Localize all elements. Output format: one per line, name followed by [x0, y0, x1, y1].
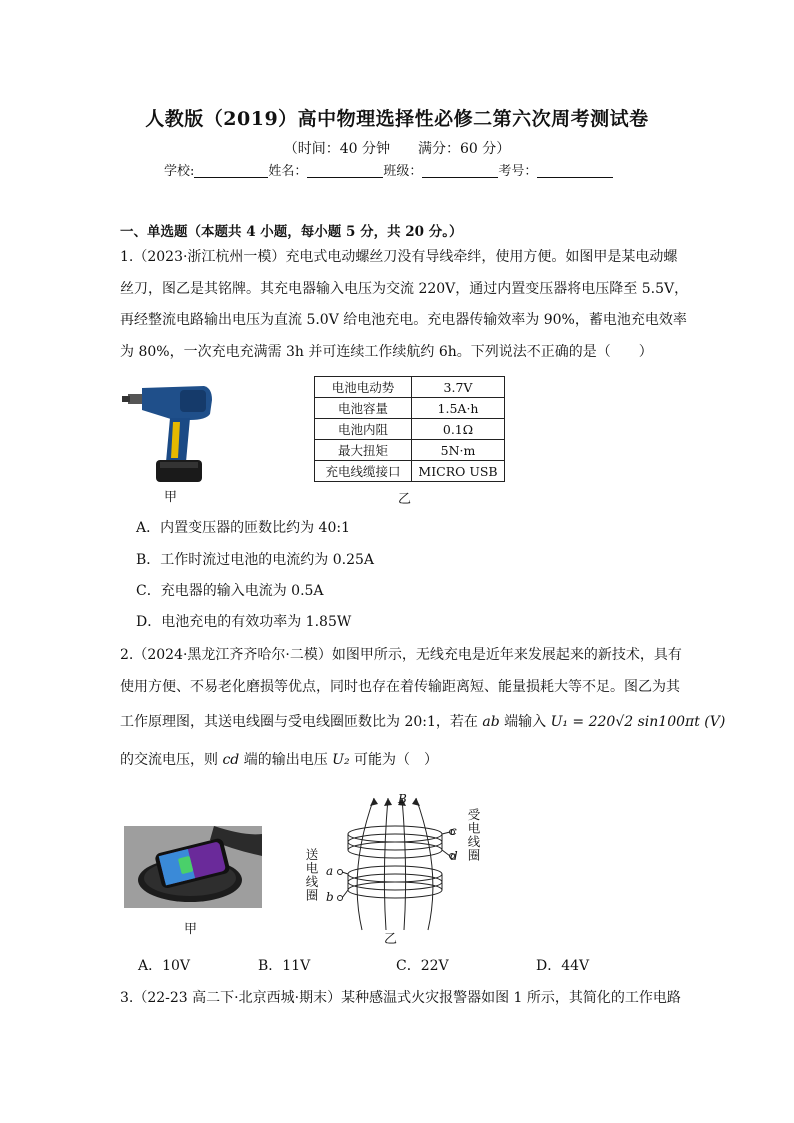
magnetic-field-label: B: [398, 792, 407, 806]
q1-option-d[interactable]: D．电池充电的有效功率为 1.85W: [136, 614, 352, 630]
table-row: [315, 461, 505, 482]
charger-photo: [124, 826, 262, 908]
terminal-b-label: b: [326, 890, 334, 904]
question-1-line: 1.（2023·浙江杭州一模）充电式电动螺丝刀没有导线牵绊，使用方便。如图甲是某电动螺: [120, 249, 678, 265]
question-2-text: [120, 640, 726, 779]
table-row: [315, 377, 505, 398]
q2-option-d[interactable]: D．44V: [536, 958, 590, 974]
class-label: 班级：: [383, 164, 423, 179]
q2-option-c[interactable]: C．22V: [396, 958, 449, 974]
q1-option-a[interactable]: A．内置变压器的匝数比约为 40:1: [136, 520, 350, 536]
question-3-line: 3.（22-23 高二下·北京西城·期末）某种感温式火灾报警器如图 1 所示，其简化的工作电路: [120, 990, 681, 1006]
question-1-text: [120, 242, 689, 368]
question-1-line: 为 80%，一次充电充满需 3h 并可连续工作续航约 6h。下列说法不正确的是（ ）: [120, 343, 653, 360]
question-2-text-part: 工作原理图，其送电线圈与受电线圈匝数比为 20:1，若在: [120, 714, 483, 730]
figure-caption-yi: 乙: [398, 492, 412, 507]
table-row: [315, 398, 505, 419]
question-2-text-part: 端输入: [499, 714, 551, 730]
name-label: 姓名：: [268, 164, 308, 179]
wireless-charger-image: [124, 826, 262, 908]
nameplate-table: [314, 376, 505, 482]
figure-caption-yi-2: 乙: [384, 932, 398, 947]
q1-option-b[interactable]: B．工作时流过电池的电流约为 0.25A: [136, 552, 375, 568]
question-2-text-part: 的交流电压，则: [120, 752, 223, 768]
terminal-ab: ab: [482, 714, 500, 730]
table-cell: 5N·m: [412, 440, 505, 461]
figure-caption-jia: 甲: [164, 490, 178, 505]
table-row: [315, 419, 505, 440]
question-2-text-part: 可能为（ ）: [349, 752, 439, 768]
figure-caption-jia-2: 甲: [184, 922, 198, 937]
section-heading: 一、单选题（本题共 4 小题，每小题 5 分，共 20 分。）: [120, 224, 463, 240]
receiving-coil-label: 受电线圈: [466, 808, 481, 862]
number-label: 考号：: [498, 164, 538, 179]
q1-option-c[interactable]: C．充电器的输入电流为 0.5A: [136, 583, 324, 599]
terminal-c-label: c: [450, 824, 457, 838]
sending-coil-label: 送电线圈: [304, 848, 319, 902]
school-blank: [194, 163, 268, 178]
question-2-line: 使用方便、不易老化磨损等优点，同时也存在着传输距离短、能量损耗大等不足。图乙为其: [120, 678, 680, 695]
question-2-text-part: 端的输出电压: [239, 752, 333, 768]
number-blank: [537, 163, 613, 178]
table-cell: 0.1Ω: [412, 419, 505, 440]
terminal-d-label: d: [450, 849, 458, 863]
table-cell: MICRO USB: [412, 461, 505, 482]
table-cell: 充电线缆接口: [315, 461, 412, 482]
q2-option-a[interactable]: A．10V: [138, 958, 191, 974]
table-cell: 电池容量: [315, 398, 412, 419]
question-2-line: [120, 703, 726, 741]
question-3-text: [120, 983, 680, 1015]
exam-time-score: （时间：40 分钟 满分：60 分）: [283, 141, 511, 157]
question-2-line: [120, 741, 680, 779]
student-info-row: [164, 160, 613, 179]
terminal-a-label: a: [326, 864, 334, 878]
table-cell: 1.5A·h: [412, 398, 505, 419]
question-1-line: 再经整流电路输出电压为直流 5.0V 给电池充电。充电器传输效率为 90%，蓄电池充电效率: [120, 312, 687, 328]
table-row: [315, 440, 505, 461]
class-blank: [422, 163, 498, 178]
table-cell: 最大扭矩: [315, 440, 412, 461]
terminal-cd: cd: [222, 752, 240, 768]
drill-image: [120, 380, 220, 488]
question-2-line: 2.（2024·黑龙江齐齐哈尔·二模）如图甲所示，无线充电是近年来发展起来的新技术，具有: [120, 647, 682, 663]
output-voltage-symbol: U₂: [332, 752, 350, 768]
page-title: 人教版（2019）高中物理选择性必修二第六次周考测试卷: [145, 108, 649, 130]
table-cell: 电池电动势: [315, 377, 412, 398]
table-cell: 电池内阻: [315, 419, 412, 440]
table-cell: 3.7V: [412, 377, 505, 398]
school-label: 学校:: [164, 164, 195, 179]
q2-option-b[interactable]: B．11V: [258, 958, 311, 974]
name-blank: [307, 163, 383, 178]
question-1-line: 丝刀，图乙是其铭牌。其充电器输入电压为交流 220V，通过内置变压器将电压降至 5.5V，: [120, 280, 689, 297]
input-voltage-formula: U₁ = 220√2 sin100πt (V): [550, 714, 726, 730]
